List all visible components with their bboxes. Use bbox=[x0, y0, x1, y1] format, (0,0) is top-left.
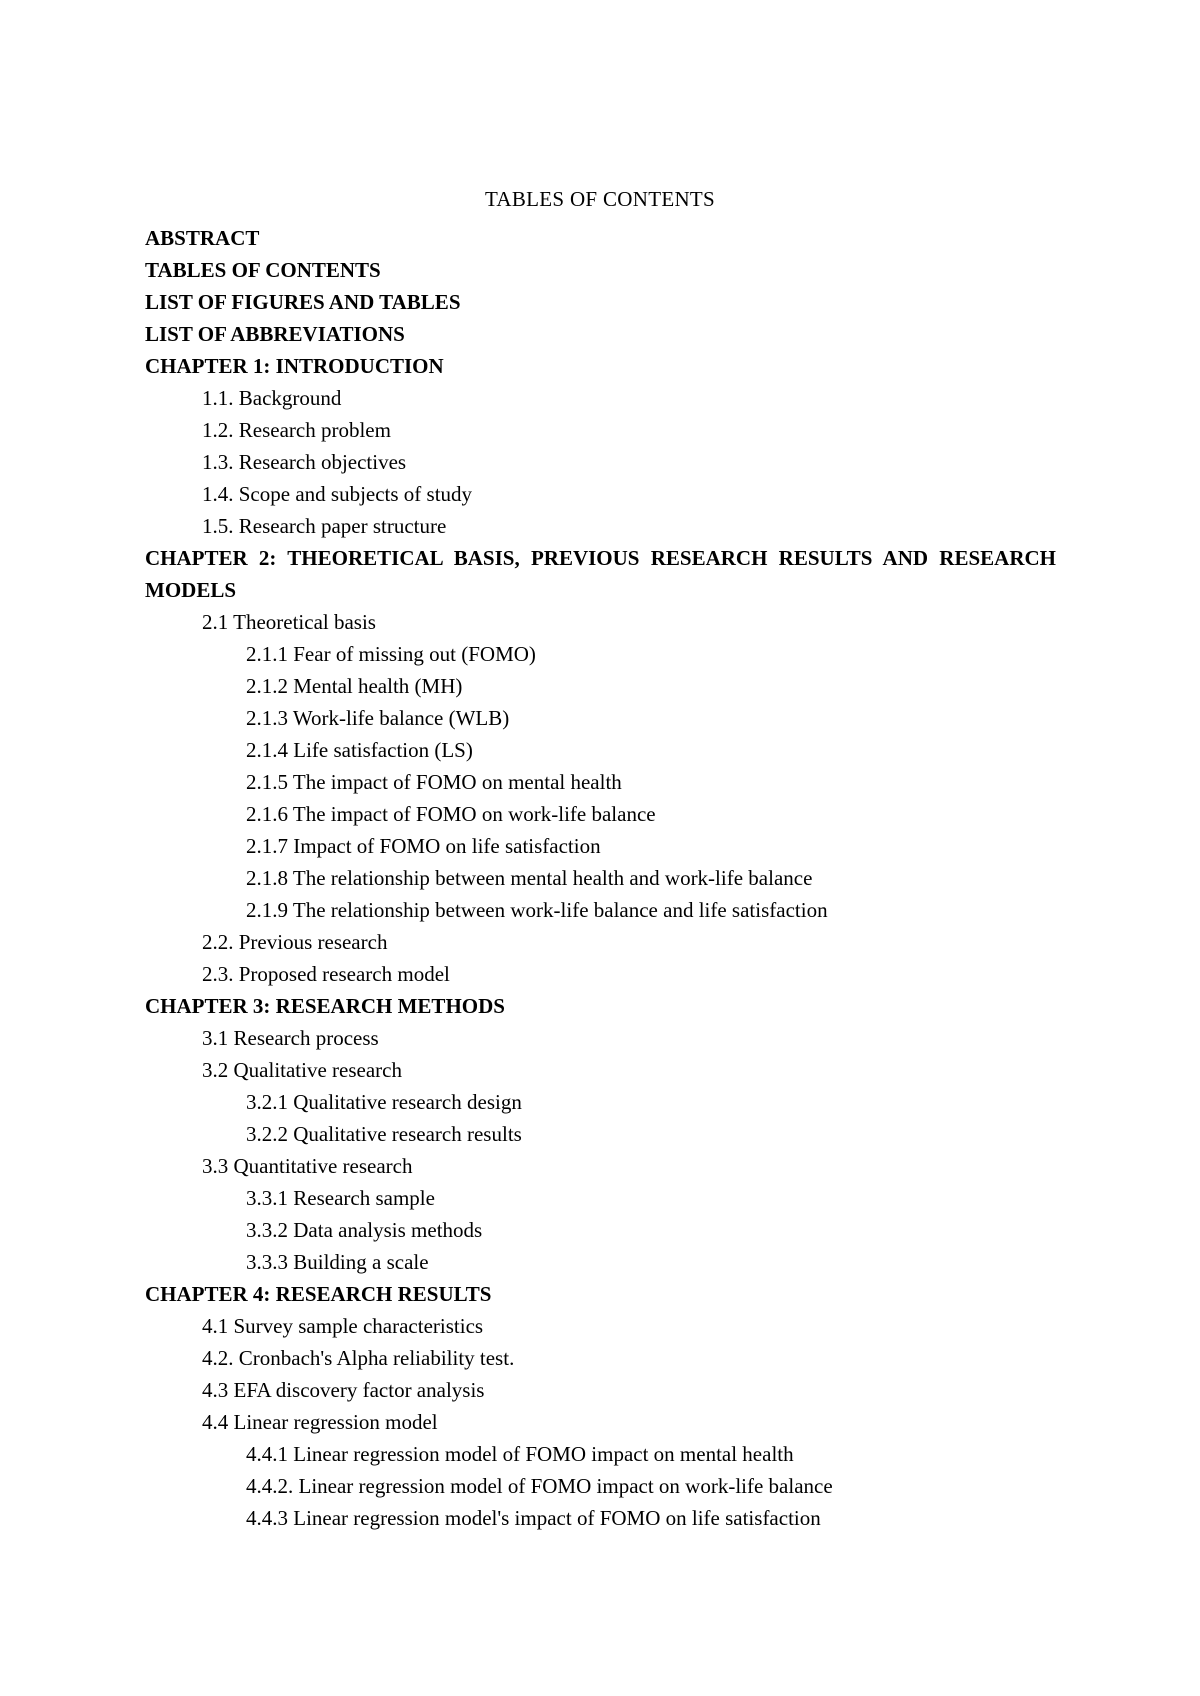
toc-subsection: 2.1.3 Work-life balance (WLB) bbox=[246, 706, 510, 730]
toc-subsection: 4.4.3 Linear regression model's impact of FOMO on life satisfaction bbox=[246, 1506, 821, 1530]
toc-heading: ABSTRACT bbox=[145, 226, 260, 250]
toc-section: 3.1 Research process bbox=[202, 1026, 379, 1050]
toc-subsection: 2.1.5 The impact of FOMO on mental health bbox=[246, 770, 622, 794]
table-of-contents bbox=[145, 222, 1056, 1534]
toc-section: 2.1 Theoretical basis bbox=[202, 610, 376, 634]
toc-subsection: 2.1.6 The impact of FOMO on work-life balance bbox=[246, 802, 656, 826]
toc-heading: CHAPTER 2: THEORETICAL BASIS, PREVIOUS RESEARCH RESULTS AND RESEARCH MODELS bbox=[145, 546, 1056, 602]
toc-subsection: 2.1.8 The relationship between mental health and work-life balance bbox=[246, 866, 813, 890]
toc-subsection: 3.3.1 Research sample bbox=[246, 1186, 435, 1210]
toc-section: 1.2. Research problem bbox=[202, 418, 391, 442]
toc-subsection: 4.4.1 Linear regression model of FOMO impact on mental health bbox=[246, 1442, 794, 1466]
toc-heading: TABLES OF CONTENTS bbox=[145, 258, 381, 282]
toc-heading: LIST OF ABBREVIATIONS bbox=[145, 322, 405, 346]
toc-section: 4.1 Survey sample characteristics bbox=[202, 1314, 484, 1338]
toc-section: 1.4. Scope and subjects of study bbox=[202, 482, 473, 506]
toc-subsection: 3.2.2 Qualitative research results bbox=[246, 1122, 522, 1146]
toc-section: 4.3 EFA discovery factor analysis bbox=[202, 1378, 485, 1402]
toc-subsection: 2.1.2 Mental health (MH) bbox=[246, 674, 463, 698]
page-title: TABLES OF CONTENTS bbox=[484, 187, 716, 211]
toc-subsection: 3.3.3 Building a scale bbox=[246, 1250, 429, 1274]
toc-heading: CHAPTER 1: INTRODUCTION bbox=[145, 354, 444, 378]
toc-section: 1.5. Research paper structure bbox=[202, 514, 447, 538]
toc-section: 1.3. Research objectives bbox=[202, 450, 407, 474]
toc-heading: LIST OF FIGURES AND TABLES bbox=[145, 290, 461, 314]
toc-subsection: 2.1.4 Life satisfaction (LS) bbox=[246, 738, 473, 762]
toc-subsection: 2.1.1 Fear of missing out (FOMO) bbox=[246, 642, 536, 666]
toc-subsection: 4.4.2. Linear regression model of FOMO impact on work-life balance bbox=[246, 1474, 833, 1498]
toc-subsection: 3.3.2 Data analysis methods bbox=[246, 1218, 483, 1242]
toc-section: 3.2 Qualitative research bbox=[202, 1058, 402, 1082]
toc-subsection: 3.2.1 Qualitative research design bbox=[246, 1090, 522, 1114]
toc-subsection: 2.1.7 Impact of FOMO on life satisfaction bbox=[246, 834, 601, 858]
toc-section: 4.4 Linear regression model bbox=[202, 1410, 438, 1434]
toc-section: 2.2. Previous research bbox=[202, 930, 388, 954]
toc-heading: CHAPTER 3: RESEARCH METHODS bbox=[145, 994, 505, 1018]
toc-section: 3.3 Quantitative research bbox=[202, 1154, 413, 1178]
toc-section: 1.1. Background bbox=[202, 386, 342, 410]
toc-section: 4.2. Cronbach's Alpha reliability test. bbox=[202, 1346, 515, 1370]
toc-subsection: 2.1.9 The relationship between work-life balance and life satisfaction bbox=[246, 898, 828, 922]
toc-section: 2.3. Proposed research model bbox=[202, 962, 450, 986]
toc-heading: CHAPTER 4: RESEARCH RESULTS bbox=[145, 1282, 492, 1306]
